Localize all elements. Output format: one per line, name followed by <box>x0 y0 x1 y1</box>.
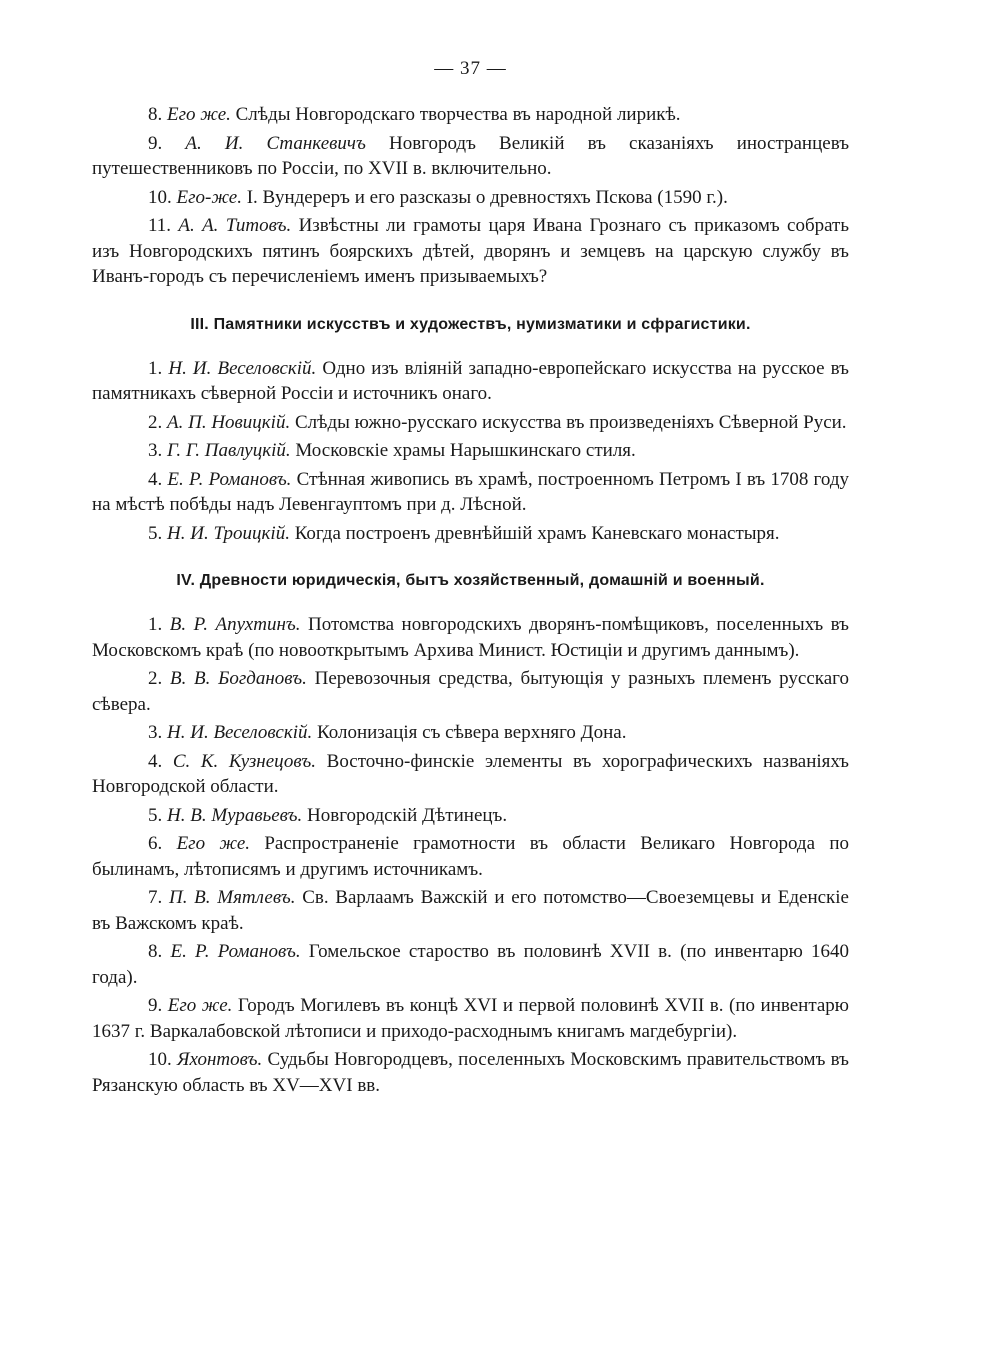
item-number: 11. <box>148 215 172 236</box>
item-number: 3. <box>148 722 163 743</box>
section-iv-list <box>92 612 849 1098</box>
item-text: Одно изъ вліяній западно-европейскаго искусства на русское въ памятникахъ сѣверной Россіи и источникъ онаго. <box>92 357 850 404</box>
item-text: Св. Варлаамъ Важскій и его потомство—Своеземцевы и Еденскіе въ Важскомъ краѣ. <box>92 887 849 934</box>
list-item <box>92 749 849 800</box>
item-number: 2. <box>148 411 163 433</box>
item-author: В. В. Богдановъ. <box>169 668 307 689</box>
item-author: Его же. <box>167 995 233 1016</box>
item-author: В. Р. Апухтинъ. <box>169 614 301 635</box>
list-item <box>92 438 849 464</box>
item-text: Распространеніе грамотности въ области Великаго Новгорода по былинамъ, лѣтописямъ и другимъ источникамъ. <box>92 833 850 880</box>
list-item <box>92 612 849 663</box>
list-item <box>92 102 849 128</box>
page-number: — 37 — <box>434 58 507 79</box>
list-item <box>92 410 849 436</box>
list-item <box>92 356 849 407</box>
item-author: Н. И. Веселовскій. <box>167 722 313 743</box>
list-item <box>92 1047 849 1098</box>
item-number: 9. <box>148 995 163 1016</box>
item-author: Его-же. <box>176 186 242 208</box>
item-text: Восточно-финскіе элементы въ хорографическихъ названіяхъ Новгородской области. <box>92 750 850 797</box>
list-item <box>92 993 849 1044</box>
item-text: Гомельское староство въ половинѣ XVII в. (по инвентарю 1640 года). <box>92 941 850 988</box>
list-item <box>92 831 849 882</box>
item-author: Яхонтовъ. <box>177 1049 263 1070</box>
item-author: Н. И. Троицкій. <box>167 522 290 544</box>
item-author: Его же. <box>167 104 231 125</box>
item-author: Его же. <box>176 833 250 854</box>
section-heading-iv: IV. Древности юридическія, бытъ хозяйственный, домашній и военный. <box>176 572 765 589</box>
item-number: 5. <box>148 804 163 826</box>
item-author: Г. Г. Павлуцкій. <box>167 440 291 461</box>
item-number: 7. <box>148 887 163 908</box>
item-number: 8. <box>148 941 163 962</box>
item-text: Стѣнная живопись въ храмѣ, построенномъ Петромъ I въ 1708 году на мѣстѣ побѣды надъ Левенгауптомъ при д. Лѣсной. <box>92 468 849 515</box>
item-author: А. А. Титовъ. <box>178 215 292 236</box>
list-item <box>92 185 849 211</box>
item-number: 4. <box>148 750 163 772</box>
item-author: Н. И. Веселовскій. <box>168 357 317 379</box>
item-text: Потомства новгородскихъ дворянъ-помѣщиковъ, поселенныхъ въ Московскомъ краѣ (по новооткрытымъ Архива Минист. Юстиціи и другимъ даннымъ). <box>92 614 849 661</box>
item-text: Судьбы Новгородцевъ, поселенныхъ Московскимъ правительствомъ въ Рязанскую область въ XV—XVI вв. <box>92 1049 849 1096</box>
item-number: 5. <box>148 522 163 544</box>
item-author: С. К. Кузнецовъ. <box>172 750 317 772</box>
item-number: 8. <box>148 104 163 125</box>
item-number: 4. <box>148 468 163 490</box>
list-item <box>92 803 849 829</box>
item-text: Колонизація съ сѣвера верхняго Дона. <box>317 722 627 743</box>
item-author: Е. Р. Романовъ. <box>167 468 292 490</box>
item-number: 1. <box>148 357 163 379</box>
list-item <box>92 521 849 547</box>
item-number: 2. <box>148 668 163 689</box>
item-author: Е. Р. Романовъ. <box>170 941 301 962</box>
item-text: Когда построенъ древнѣйшій храмъ Каневскаго монастыря. <box>294 522 780 544</box>
item-text: Новгородъ Великій въ сказаніяхъ иностранцевъ путешественниковъ по Россіи, по XVII в. включительно. <box>92 132 850 179</box>
item-number: 6. <box>148 833 163 854</box>
item-text: Извѣстны ли грамоты царя Ивана Грознаго съ приказомъ собрать изъ Новгородскихъ пятинъ боярскихъ дѣтей, дворянъ и земцевъ на царскую службу въ Иванъ-городъ съ перечисленіемъ именъ призываемыхъ? <box>92 215 850 287</box>
section-heading-iii: III. Памятники искусствъ и художествъ, нумизматики и сфрагистики. <box>190 315 751 333</box>
section-ii-tail <box>92 102 849 290</box>
item-number: 10. <box>148 186 172 208</box>
item-author: А. И. Станкевичъ <box>185 132 366 154</box>
item-author: Н. В. Муравьевъ. <box>167 804 303 826</box>
item-number: 1. <box>148 614 163 635</box>
section-iii-list <box>92 356 849 547</box>
item-text: Городъ Могилевъ въ концѣ XVI и первой половинѣ XVII в. (по инвентарю 1637 г. Варкалабовской лѣтописи и приходо-расходнымъ книгамъ магдебургіи). <box>92 995 850 1042</box>
item-text: Слѣды Новгородскаго творчества въ народной лирикѣ. <box>235 104 681 125</box>
list-item <box>92 213 849 290</box>
item-text: Перевозочныя средства, бытующія у разныхъ племенъ русскаго сѣвера. <box>92 668 849 715</box>
item-author: П. В. Мятлевъ. <box>168 887 296 908</box>
item-number: 9. <box>148 132 163 154</box>
item-text: Московскіе храмы Нарышкинскаго стиля. <box>295 440 636 461</box>
list-item <box>92 666 849 717</box>
list-item <box>92 131 849 182</box>
item-text: I. Вундереръ и его разсказы о древностяхъ Пскова (1590 г.). <box>246 186 728 208</box>
list-item <box>92 467 849 518</box>
item-text: Слѣды южно-русскаго искусства въ произведеніяхъ Сѣверной Руси. <box>294 411 847 433</box>
item-number: 10. <box>148 1049 172 1070</box>
list-item <box>92 939 849 990</box>
item-author: А. П. Новицкій. <box>167 411 291 433</box>
item-text: Новгородскій Дѣтинецъ. <box>307 804 508 826</box>
list-item <box>92 885 849 936</box>
item-number: 3. <box>148 440 163 461</box>
list-item <box>92 720 849 746</box>
